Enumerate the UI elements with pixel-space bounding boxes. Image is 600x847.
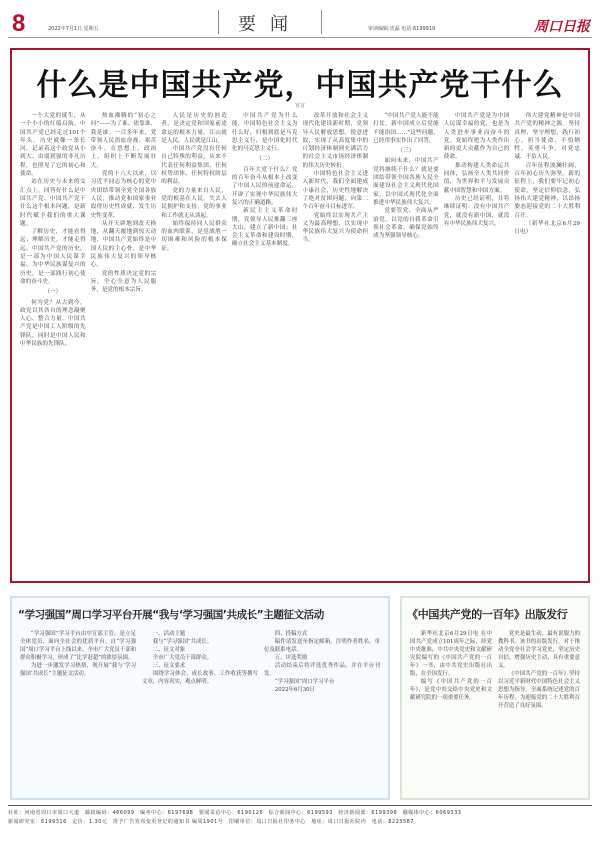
main-article-body xyxy=(20,112,580,573)
text-column xyxy=(91,112,157,573)
paragraph: 四、投稿方式 xyxy=(274,631,308,637)
paragraph: 稿件请发送至指定邮箱，注明作者姓名、单位及联系电话。 xyxy=(264,639,380,653)
text-column xyxy=(498,630,580,780)
paragraph: “学习强国”学习平台由中宣部主管，是立足全体党员、面向全社会的优质平台。自“学习强国”周口学习平台上线以来，全市广大党员干部和群众积极学习，形成了“比学赶超”的浓厚氛围。 xyxy=(20,631,136,661)
section-heading: （二） xyxy=(256,156,274,163)
paragraph: 了解历史，才能看得远；理解历史，才能走得远。中国共产党的历史，是一部为中国人民谋幸福、为中华民族谋复兴的历史，是一部践行初心使命的奋斗史。 xyxy=(20,229,86,285)
main-article xyxy=(10,48,590,583)
editor-info: 审读编辑:史磊 电话:6199919 xyxy=(368,26,436,32)
paragraph: 中国共产党没有任何自己特殊的利益，从来不代表任何利益集团、任何权势团体、任何特权阶层的利益。 xyxy=(161,146,227,186)
study-platform-article xyxy=(10,596,390,800)
paragraph: 中国共产党是为中国人民谋幸福的党，也是为人类进步事业而奋斗的党。党始终把为人类作出新的更大贡献作为自己的使命。 xyxy=(443,113,510,161)
newspaper-logo: 周口日报 xyxy=(534,19,590,35)
text-column xyxy=(514,112,580,573)
book-article-body xyxy=(402,630,588,780)
page-number: 8 xyxy=(12,10,26,37)
paragraph: 党史是最生动、最有说服力的教科书。该书的出版发行，对于推动全党全社会学习党史，坚定历史自信，增强历史主动，具有重要意义。 xyxy=(498,631,580,669)
text-column xyxy=(303,112,369,573)
footer-line-2: 新闻研究室：6199316 定价：1.30元 准予广告发布变更登记的通知书 编周1901号 印刷单位：周口日报社印务中心 地址：周口日报社院内 电话：8223587 xyxy=(8,819,414,825)
paragraph: 推动构建人类命运共同体，弘扬全人类共同价值，为世界和平与发展贡献中国智慧和中国方案。 xyxy=(443,162,510,194)
paragraph: 中国共产党为什么能，中国特色社会主义为什么好，归根到底是马克思主义行，是中国化时代化的马克思主义行。 xyxy=(231,113,298,153)
study-article-body xyxy=(12,630,388,780)
paragraph: 党始终以实现共产主义为最高理想，以实现中华民族伟大复兴为使命担当。 xyxy=(302,212,369,244)
text-column xyxy=(264,630,380,780)
paragraph: 围绕学习体会、成长故事、工作收获等撰写文章，内容真实，观点鲜明。 xyxy=(142,671,258,685)
paragraph: 新华社北京6月29日电 在中国共产党成立101周年之际，经党中央批准，中共中央党史和文献研究院编写的《中国共产党的一百年》一书，由中共党史出版社出版，在全国发行。 xyxy=(410,631,492,677)
paragraph: 热血沸腾的“初心之问”——为了谁、依靠谁、我是谁。一百多年来，党带领人民浴血奋战、艰苦奋斗，在思想上、政治上、组织上不断发展壮大。 xyxy=(90,113,157,169)
issue-date: 2022年7月1日 星期五 xyxy=(48,26,99,32)
main-article-title: 什么是中国共产党，中国共产党干什么 xyxy=(36,68,564,103)
paragraph: 站在历史与未来的交汇点上，回答好什么是中国共产党、中国共产党干什么这个根本问题，是新时代赋予我们的重大课题。 xyxy=(20,179,86,227)
section-heading: （三） xyxy=(397,148,415,155)
paragraph: 编写《中国共产党的一百年》，是党中央交给中央党史和文献研究院的一项重要任务。 xyxy=(410,679,492,701)
paragraph: “中国共产党人能不能打仗，新中国成立后党能不能治国……”这些问题，已经用事实作出了回答。 xyxy=(373,113,439,144)
paragraph: 历史已经证明，并将继续证明：没有中国共产党，就没有新中国，就没有中华民族伟大复兴。 xyxy=(443,195,510,227)
paragraph: 党的力量来自人民，党的根基在人民。失去人民拥护和支持，党的事业和工作就无从谈起。 xyxy=(161,187,227,219)
text-column xyxy=(232,112,298,573)
paragraph: 一、活动主题 xyxy=(152,631,186,637)
paragraph: 新民主主义革命时期，党领导人民推翻三座大山，建立了新中国；社会主义革命和建设时期，确立社会主义基本制度。 xyxy=(231,208,298,248)
paragraph: “学习强国”周口学习平台 xyxy=(274,679,335,685)
paragraph: 百年大党干什么？党的百年奋斗从根本上改变了中国人民的前途命运，开辟了实现中华民族伟大复兴的正确道路。 xyxy=(231,166,298,206)
paragraph: 改革开放和社会主义现代化建设新时期，党领导人民解放思想、锐意进取，实现了从高度集中的计划经济体制到充满活力的社会主义市场经济体制的伟大历史转折。 xyxy=(302,113,369,169)
text-column xyxy=(373,112,439,573)
page-footer xyxy=(8,805,592,827)
paragraph: 始终保持同人民群众的血肉联系，是党战胜一切困难和风险的根本保证。 xyxy=(161,220,227,252)
study-article-title: “学习强国”周口学习平台开展“我与‘学习强国’共成长”主题征文活动 xyxy=(18,609,324,621)
paragraph: 2022年6月30日 xyxy=(274,687,315,693)
section-title: 要闻 xyxy=(218,10,322,34)
paragraph: （新华社北京6月29日电） xyxy=(514,220,580,236)
paragraph: 百年征程波澜壮阔，百年初心历久弥坚。新的征程上，我们要牢记初心使命，坚定信仰信念，弘扬伟大建党精神，以昂扬姿态迎接党的二十大胜利召开。 xyxy=(514,162,580,219)
text-column xyxy=(142,630,258,780)
text-column xyxy=(20,112,86,573)
paragraph: 五、评选奖励 xyxy=(274,655,308,661)
paragraph: 面向未来，中国共产党将继续干什么？就是要团结带领全国各族人民全面建设社会主义现代化国家，以中国式现代化全面推进中华民族伟大复兴。 xyxy=(373,158,439,206)
paragraph: 《中国共产党的一百年》坚持以习近平新时代中国特色社会主义思想为指导，全面系统记述党的百年历程，为迎接党的二十大胜利召开营造了良好氛围。 xyxy=(498,671,580,709)
paragraph: 伟大建党精神是中国共产党的精神之源。坚持真理、坚守理想，践行初心、担当使命，不怕牺牲、英勇斗争，对党忠诚、不负人民。 xyxy=(514,113,580,161)
paragraph: 从开天辟地到改天换地，从翻天覆地到惊天动地，中国共产党始终是中国人民的主心骨，是中华民族伟大复兴的领导核心。 xyxy=(90,220,157,269)
paragraph: 活动结束后将评选优秀作品，并在平台刊发。 xyxy=(264,663,380,677)
paragraph: 何为党？从古到今，政党以其各自的理念凝聚人心、整合力量。中国共产党是中国工人阶级的先锋队，同时是中国人民和中华民族的先锋队。 xyxy=(20,299,86,348)
paragraph: 党要管党、全面从严治党，以党的自我革命引领社会革命，确保党始终成为坚强领导核心。 xyxy=(373,208,439,240)
text-column xyxy=(410,630,492,780)
book-article-title: 《中国共产党的一百年》出版发行 xyxy=(407,608,568,621)
page-header xyxy=(8,8,592,38)
text-column xyxy=(20,630,136,780)
paragraph: 为进一步激发学习热情，现开展“我与‘学习强国’共成长”主题征文活动。 xyxy=(20,663,136,677)
paragraph: 人民是历史的创造者，是决定党和国家前途命运的根本力量。江山就是人民，人民就是江山。 xyxy=(161,113,227,144)
text-column xyxy=(161,112,227,573)
main-article-author: 宣言 xyxy=(294,103,305,109)
paragraph: 党的性质决定党的宗旨。全心全意为人民服务，是党的根本宗旨。 xyxy=(90,270,157,294)
text-column xyxy=(444,112,510,573)
paragraph: 一个大党的诞生，从一个小小的红船启航。中国共产党已经走过101个年头。历史就像一条长河，记录着这个政党从小到大、由弱到强的非凡历程，也照见了它的初心和使命。 xyxy=(20,113,86,178)
paragraph: 三、征文要求 xyxy=(152,663,186,669)
paragraph: 中国特色社会主义进入新时代，我们全面建成小康社会，历史性地解决了绝对贫困问题，向第二个百年奋斗目标进军。 xyxy=(302,171,369,211)
section-heading: （一） xyxy=(44,289,62,296)
footer-line-1: 社址：河南省周口市周口大道 邮政编码：466099 编务中心：6197698 要闻采访中心：6190126 综合新闻中心：6199593 经济新闻部：6199398 融媒体中心：6069333 xyxy=(8,810,462,816)
book-release-article xyxy=(400,596,590,800)
paragraph: 党的十八大以来，以习近平同志为核心的党中央团结带领全党全国各族人民，推动党和国家事业取得历史性成就、发生历史性变革。 xyxy=(90,171,157,219)
paragraph: 二、征文对象 xyxy=(152,647,186,653)
paragraph: 我与“学习强国”共成长。 xyxy=(152,639,213,645)
paragraph: 全市广大党员干部群众。 xyxy=(152,655,213,661)
